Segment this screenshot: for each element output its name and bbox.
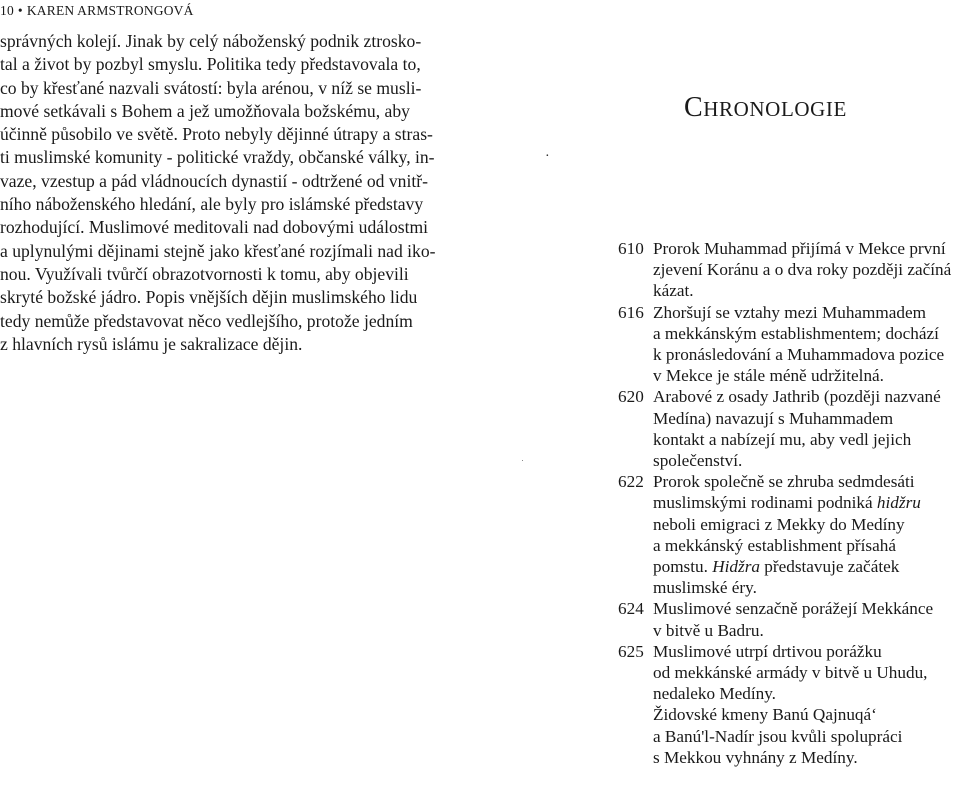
chronology-entry-622 [604, 471, 956, 598]
entry-line [653, 556, 956, 577]
body-line: a uplynulými dějinami stejně jako křesťané rozjímali nad iko- [0, 240, 436, 261]
entry-line: Židovské kmeny Banú Qajnuqá‘ [653, 705, 877, 725]
entry-year: 624 [618, 599, 644, 619]
body-line: mové setkávali s Bohem a jež umožňovala božskému, aby [0, 100, 410, 121]
chronology-entry-616 [604, 302, 956, 387]
entry-line: Muslimové senzačně porážejí Mekkánce [653, 599, 934, 619]
entry-line: Prorok společně se zhruba sedmdesáti [653, 472, 915, 492]
body-line: ti muslimské komunity - politické vraždy, občanské války, in- [0, 147, 435, 168]
body-line: rozhodující. Muslimové meditovali nad dobovými událostmi [0, 217, 429, 238]
page-number: 10 [0, 3, 14, 18]
body-line: správných kolejí. Jinak by celý náboženský podnik ztrosko- [0, 31, 422, 51]
running-head [0, 3, 194, 19]
body-line: tedy nemůže představovat něco vedlejšího, protože jedním [0, 310, 413, 331]
entry-line: muslimské éry. [653, 578, 757, 598]
entry-line: společenství. [653, 451, 743, 471]
chronology-title-rest: HRONOLOGIE [703, 97, 847, 121]
body-text [0, 30, 470, 356]
entry-year: 610 [618, 239, 644, 258]
chronology-title-initial: C [684, 92, 704, 123]
entry-line: Zhoršují se vztahy mezi Muhammadem [653, 302, 927, 322]
entry-line [653, 492, 956, 513]
chronology-entry-625 [604, 641, 956, 768]
chronology-entry-620 [604, 386, 956, 471]
entry-line: s Mekkou vyhnány z Medíny. [653, 747, 858, 767]
entry-line: v bitvě u Badru. [653, 620, 764, 640]
stray-mark: · [545, 149, 550, 164]
body-line: vaze, vzestup a pád vládnoucích dynastií - odtržené od vnitř- [0, 170, 428, 191]
entry-year: 622 [618, 472, 644, 492]
chronology-list [604, 238, 956, 768]
body-line: co by křesťané nazvali svátostí: byla arénou, v níž se musli- [0, 77, 422, 98]
author-name: KAREN ARMSTRONGOVÁ [26, 3, 194, 18]
chronology-entry-624 [604, 598, 956, 640]
entry-line: a mekkánský establishment přísahá [653, 535, 896, 555]
chronology-title [684, 92, 847, 124]
entry-line: zjevení Koránu a o dva roky později začíná [653, 260, 952, 280]
body-line: tal a život by pozbyl smyslu. Politika tedy představovala to, [0, 54, 421, 75]
separator-dot: • [17, 3, 23, 18]
body-line: účinně působilo ve světě. Proto nebyly dějinné útrapy a stras- [0, 124, 433, 145]
entry-line-text: pomstu. [653, 557, 713, 577]
body-line: nou. Využívali tvůrčí obrazotvornosti k tomu, aby objevili [0, 263, 409, 284]
entry-line-italic: hidžru [876, 493, 921, 513]
entry-year: 616 [618, 302, 644, 322]
entry-line: a Banú'l-Nadír jsou kvůli spolupráci [653, 726, 903, 746]
entry-line: od mekkánské armády v bitvě u Uhudu, [653, 663, 928, 683]
body-line: skryté božské jádro. Popis vnějších dějin muslimského lidu [0, 287, 418, 308]
entry-line: nedaleko Medíny. [653, 684, 776, 704]
entry-year: 625 [618, 641, 644, 661]
entry-year: 620 [618, 387, 644, 407]
body-line: z hlavních rysů islámu je sakralizace dějin. [0, 333, 303, 354]
entry-line-text: muslimskými rodinami podniká [653, 493, 877, 513]
entry-line: kontakt a nabízejí mu, aby vedl jejich [653, 429, 912, 449]
body-line: ního náboženského hledání, ale byly pro islámské představy [0, 194, 424, 215]
entry-line-italic: Hidžra [712, 557, 760, 577]
chronology-entry-610 [604, 238, 956, 302]
entry-line-text: představuje začátek [759, 557, 900, 577]
entry-line: neboli emigraci z Mekky do Medíny [653, 514, 905, 534]
stray-mark-small [522, 460, 523, 461]
entry-line: Medína) navazují s Muhammadem [653, 408, 894, 428]
entry-line: Muslimové utrpí drtivou porážku [653, 641, 882, 661]
entry-line: Arabové z osady Jathrib (později nazvané [653, 387, 941, 407]
entry-line: v Mekce je stále méně udržitelná. [653, 366, 884, 386]
entry-line: kázat. [653, 281, 694, 301]
entry-line: a mekkánským establishmentem; dochází [653, 323, 939, 343]
entry-line: Prorok Muhammad přijímá v Mekce první [653, 239, 946, 258]
entry-line: k pronásledování a Muhammadova pozice [653, 345, 945, 365]
